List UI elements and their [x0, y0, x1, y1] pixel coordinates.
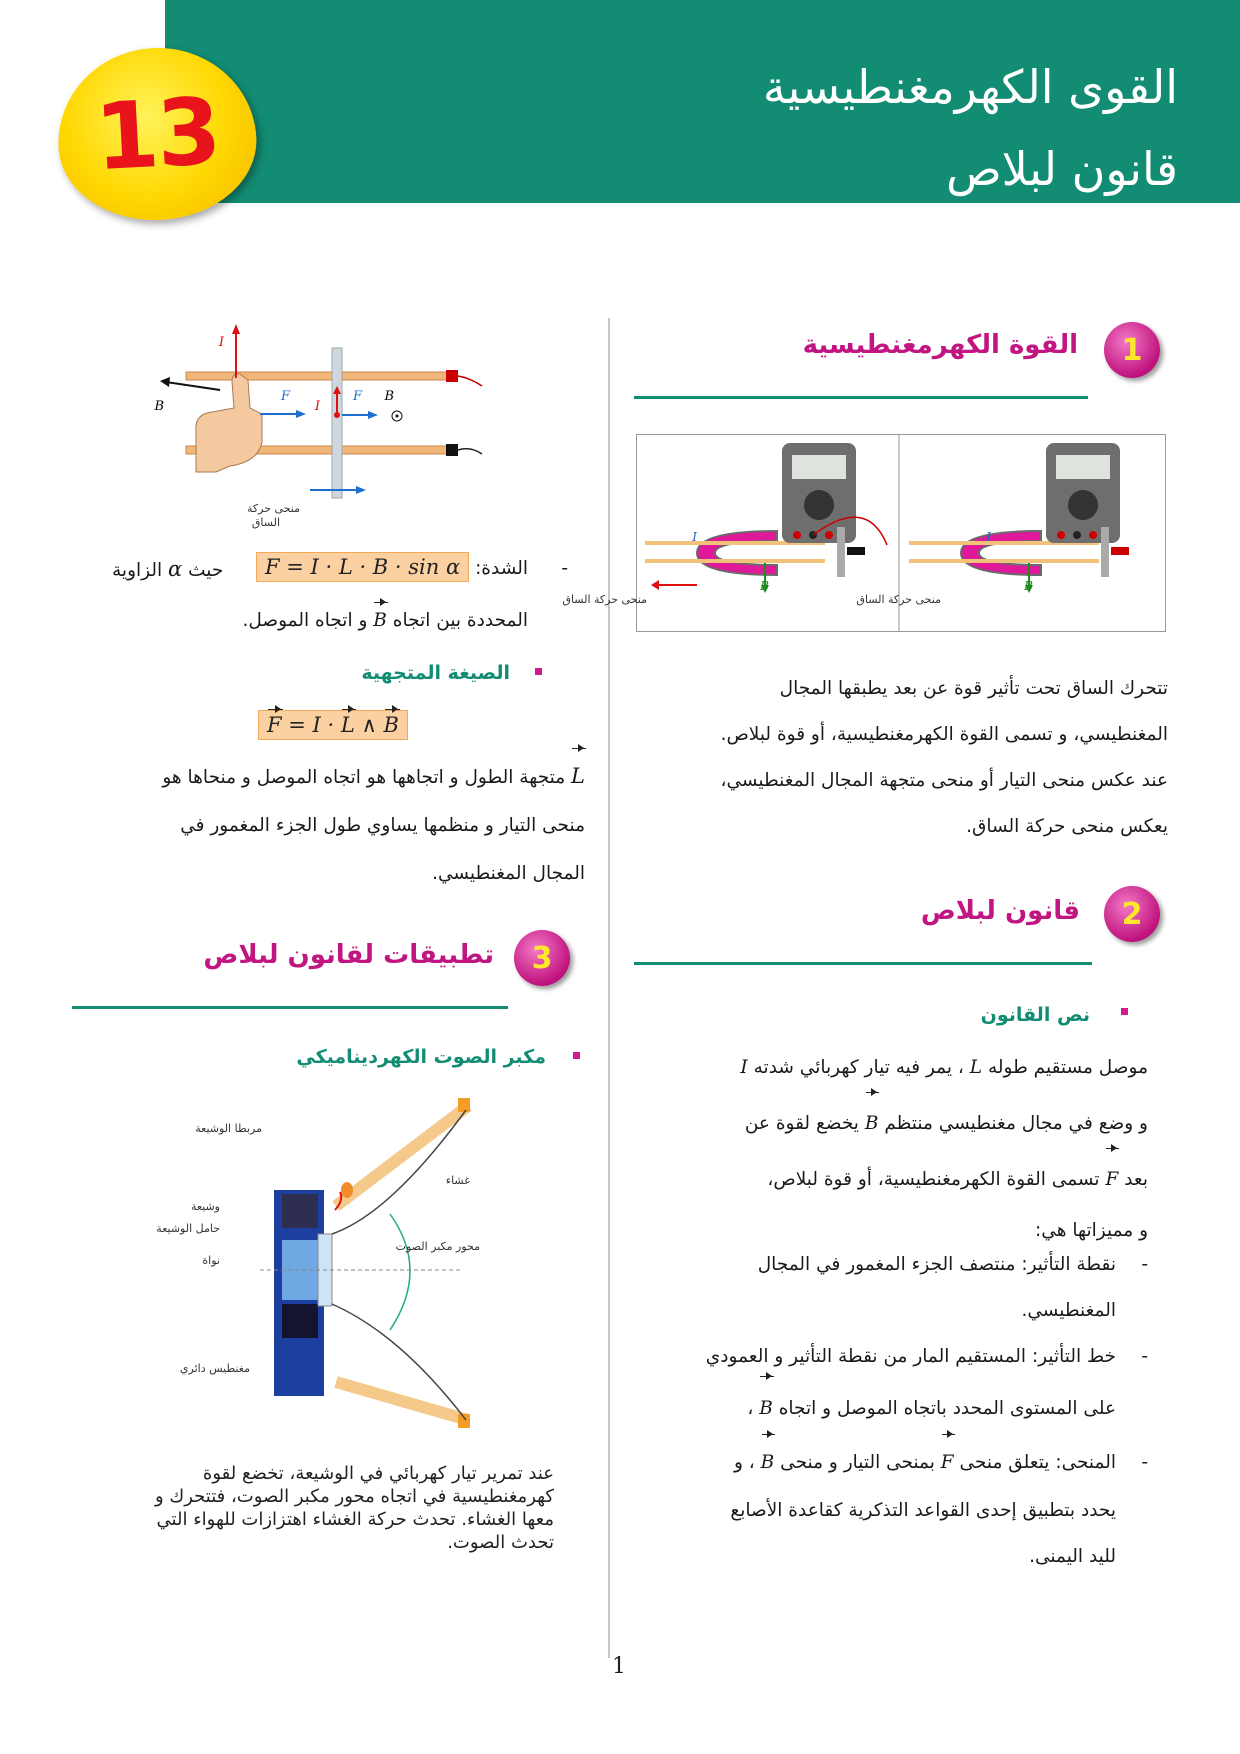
intensity-angle-text: حيث α الزاوية [112, 557, 224, 581]
bullet [535, 668, 542, 675]
section-1-number: 1 [1121, 332, 1143, 368]
char-item-2: - خط التأثير: المستقيم المار من نقطة التأثير و العمودي على المستوى المحدد باتجاه الموصل و اتجاه B ، [588, 1334, 1148, 1438]
bullet [573, 1052, 580, 1059]
mid-I-label: I [314, 399, 320, 414]
section-1-paragraph [628, 666, 1168, 850]
svg-text:I: I [986, 530, 991, 544]
section-2-title: قانون لبلاص [920, 896, 1080, 926]
law-line-4: و مميزاتها هي: [1035, 1220, 1148, 1241]
label-membrane: غشاء [445, 1174, 470, 1187]
law-heading: نص القانون [980, 1004, 1090, 1026]
label-wires: مربطا الوشيعة [195, 1122, 262, 1135]
char-item-1: - نقطة التأثير: منتصف الجزء المغمور في المجال المغنطيسي. [757, 1254, 1148, 1321]
intensity-dash: - [561, 558, 568, 579]
hand-motion-label-2: الساق [251, 516, 280, 529]
page-title: القوى الكهرمغنطيسية [762, 60, 1178, 114]
law-line-1: موصل مستقيم طوله L ، يمر فيه تيار كهربائي شدته I [740, 1057, 1148, 1078]
section-1-rule [634, 396, 1088, 399]
law-line-3: بعد F تسمى القوة الكهرمغنطيسية، أو قوة لبلاص، [588, 1152, 1148, 1208]
experiment-svg [562, 435, 1165, 631]
speaker-title: مكبر الصوت الكهرديناميكي [296, 1046, 546, 1068]
svg-text:B: B [760, 579, 769, 593]
section-3-number: 3 [531, 940, 553, 976]
label-coil: وشيعة [190, 1200, 220, 1213]
speaker-figure [140, 1094, 540, 1434]
label-coil-holder: حامل الوشيعة [156, 1222, 220, 1235]
section-2-badge [1104, 886, 1160, 942]
characteristics-list [588, 1242, 1148, 1580]
bullet [1121, 1008, 1128, 1015]
experiment-right-panel [856, 443, 1129, 606]
chapter-number: 13 [92, 77, 222, 191]
section-1-line: يعكس منحى حركة الساق. [966, 816, 1168, 837]
vector-form-title: الصيغة المتجهية [361, 662, 510, 684]
hand-F-label: F [280, 389, 290, 404]
label-axis: محور مكبر الصوت [395, 1240, 480, 1253]
section-3-title: تطبيقات لقانون لبلاص [203, 940, 494, 970]
intensity-line-2: المحددة بين اتجاه B و اتجاه الموصل. [243, 606, 528, 636]
hand-motion-label-1: منحى حركة [247, 502, 300, 515]
mid-B-label: B [384, 389, 394, 404]
page-number: 1 [612, 1654, 626, 1679]
section-3-rule [72, 1006, 508, 1009]
right-motion-label: منحى حركة الساق [856, 593, 941, 606]
L-description: L متجهة الطول و اتجاهها هو اتجاه الموصل و منحاها هو منحى التيار و منظمها يساوي طول الجزء المغمور في المجال المغنطيسي. [65, 752, 585, 898]
hand-I-label: I [218, 335, 224, 350]
section-2-number: 2 [1121, 896, 1143, 932]
hand-B-label: B [154, 399, 164, 414]
section-1-title: القوة الكهرمغنطيسية [802, 330, 1078, 360]
svg-text:B: B [1024, 579, 1033, 593]
label-magnet: مغنطيس دائري [179, 1362, 250, 1375]
law-line-2: و وضع في مجال مغنطيسي منتظم B يخضع لقوة عن [588, 1096, 1148, 1152]
section-3-badge [514, 930, 570, 986]
section-1-line: عند عكس منحى التيار أو منحى متجهة المجال المغنطيسي، [720, 770, 1168, 791]
char-item-3: - المنحى: يتعلق منحى F بمنحى التيار و منحى B ، و يحدد بتطبيق إحدى القواعد التذكرية كقاعدة الأصابع لليد اليمنى. [588, 1438, 1148, 1580]
mid-F-label: F [352, 389, 362, 404]
section-1-badge [1104, 322, 1160, 378]
speaker-paragraph: عند تمرير تيار كهربائي في الوشيعة، تخضع لقوة كهرمغنطيسية في اتجاه محور مكبر الصوت، فتتحرك و معها الغشاء. تحدث حركة الغشاء اهتزازات للهواء التي تحدث الصوت. [155, 1463, 554, 1553]
law-text [588, 1040, 1148, 1254]
page-subtitle: قانون لبلاص [946, 142, 1178, 196]
intensity-label: الشدة: [475, 558, 528, 579]
experiment-left-panel [562, 443, 887, 606]
vector-formula: F = I · L ∧ B [258, 710, 408, 740]
intensity-formula: F = I · L · B · sin α [256, 552, 469, 582]
label-core: نواة [202, 1254, 220, 1267]
section-2-rule [634, 962, 1092, 965]
hand-rule-figure [150, 322, 490, 532]
experiment-figure [562, 434, 1166, 632]
svg-text:I: I [692, 530, 697, 544]
section-1-line: تتحرك الساق تحت تأثير قوة عن بعد يطبقها المجال [779, 678, 1168, 699]
left-motion-label: منحى حركة الساق [562, 593, 647, 606]
section-1-line: المغنطيسي، و تسمى القوة الكهرمغنطيسية، أو قوة لبلاص. [720, 724, 1168, 745]
